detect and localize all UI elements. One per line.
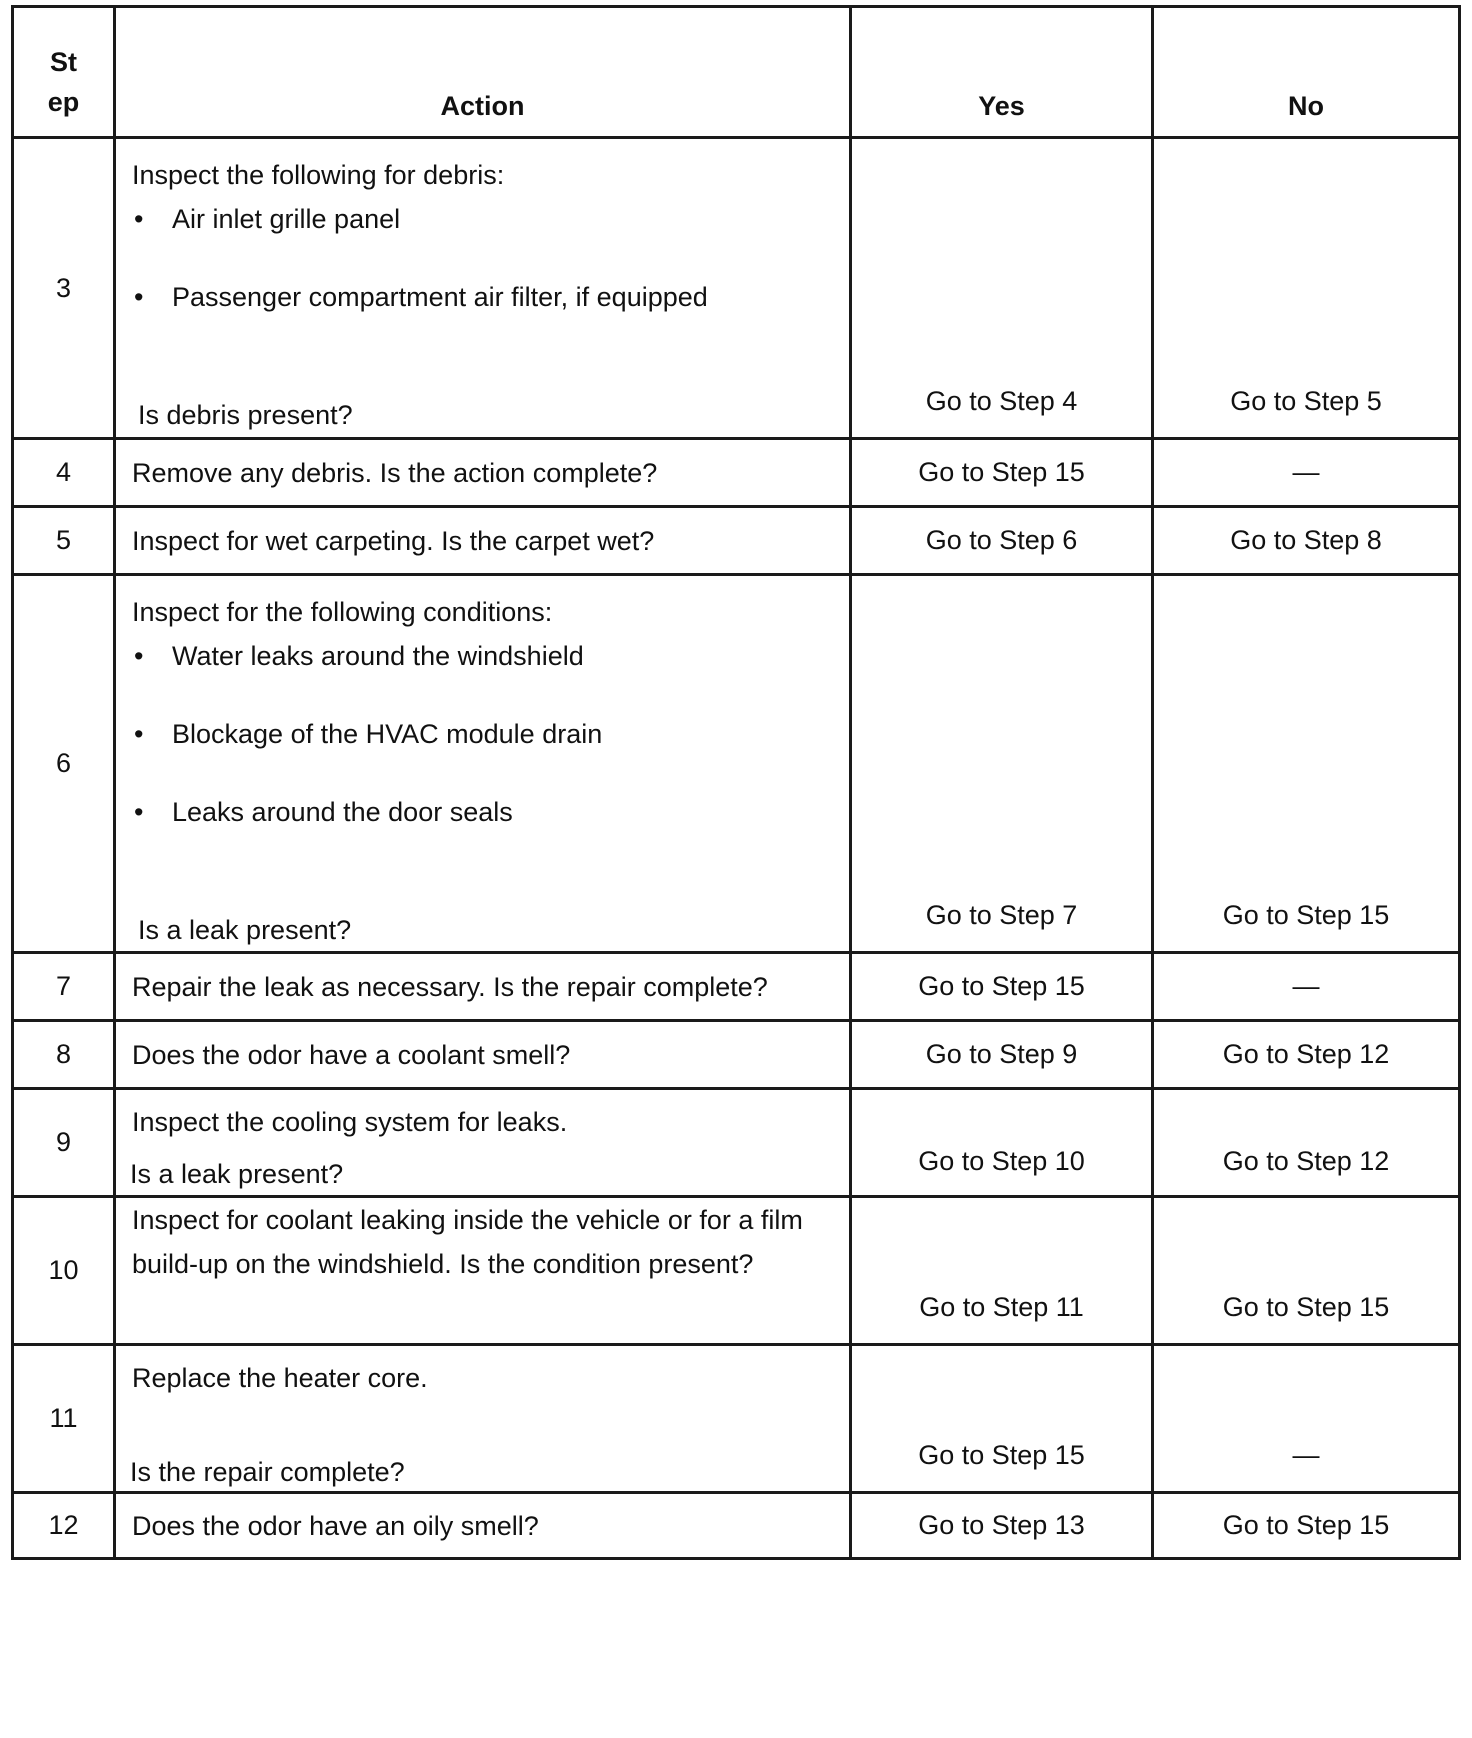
- no-cell: Go to Step 15: [1153, 1197, 1460, 1345]
- header-row: [13, 7, 1460, 138]
- list-item: • Water leaks around the windshield: [134, 641, 584, 671]
- action-question: Is a leak present?: [138, 915, 352, 945]
- table-row: [13, 1021, 1460, 1089]
- action-cell: Inspect for coolant leaking inside the vehicle or for a film build-up on the windshield. Is the condition present?: [115, 1197, 851, 1345]
- action-cell: Inspect for wet carpeting. Is the carpet wet?: [115, 507, 851, 575]
- yes-cell: Go to Step 6: [851, 507, 1153, 575]
- yes-cell: Go to Step 15: [851, 953, 1153, 1021]
- yes-cell: Go to Step 13: [851, 1493, 1153, 1559]
- header-step-line2: ep: [47, 87, 80, 117]
- action-intro: Inspect the following for debris:: [132, 160, 505, 190]
- no-cell: Go to Step 15: [1153, 575, 1460, 953]
- list-item: • Leaks around the door seals: [134, 797, 513, 827]
- list-item: • Blockage of the HVAC module drain: [134, 719, 603, 749]
- no-cell: —: [1153, 439, 1460, 507]
- step-number: 8: [13, 1021, 115, 1089]
- no-cell: Go to Step 15: [1153, 1493, 1460, 1559]
- yes-cell: Go to Step 11: [851, 1197, 1153, 1345]
- header-step: [13, 7, 115, 138]
- action-cell: Remove any debris. Is the action complete?: [115, 439, 851, 507]
- step-number: 10: [13, 1197, 115, 1345]
- table-row: [13, 439, 1460, 507]
- yes-cell: Go to Step 15: [851, 1345, 1153, 1493]
- no-cell: Go to Step 8: [1153, 507, 1460, 575]
- header-yes: Yes: [851, 7, 1153, 138]
- diagnostic-table: [11, 5, 1461, 1560]
- action-cell: [115, 575, 851, 953]
- table-row: [13, 138, 1460, 439]
- table-row: [13, 953, 1460, 1021]
- bullet-icon: •: [134, 282, 144, 312]
- table-row: [13, 1493, 1460, 1559]
- step-number: 5: [13, 507, 115, 575]
- header-step-line1: St: [50, 47, 77, 77]
- step-number: 9: [13, 1089, 115, 1197]
- no-cell: —: [1153, 1345, 1460, 1493]
- action-cell: [115, 138, 851, 439]
- table-row: [13, 575, 1460, 953]
- yes-cell: Go to Step 4: [851, 138, 1153, 439]
- step-number: 7: [13, 953, 115, 1021]
- list-item: • Air inlet grille panel: [134, 204, 401, 234]
- no-cell: Go to Step 12: [1153, 1021, 1460, 1089]
- action-question: Is the repair complete?: [130, 1457, 405, 1487]
- no-cell: —: [1153, 953, 1460, 1021]
- bullet-icon: •: [134, 797, 144, 827]
- step-number: 6: [13, 575, 115, 953]
- list-item: • Passenger compartment air filter, if equipped: [134, 282, 708, 312]
- no-cell: Go to Step 12: [1153, 1089, 1460, 1197]
- action-intro: Inspect for the following conditions:: [132, 597, 553, 627]
- table-row: [13, 1197, 1460, 1345]
- action-question: Is debris present?: [138, 400, 353, 430]
- action-intro: Inspect the cooling system for leaks.: [132, 1107, 568, 1137]
- action-intro: Replace the heater core.: [132, 1363, 428, 1393]
- yes-cell: Go to Step 10: [851, 1089, 1153, 1197]
- action-cell: [115, 1345, 851, 1493]
- action-cell: Does the odor have an oily smell?: [115, 1493, 851, 1559]
- step-number: 11: [13, 1345, 115, 1493]
- table-row: [13, 507, 1460, 575]
- yes-cell: Go to Step 7: [851, 575, 1153, 953]
- no-cell: Go to Step 5: [1153, 138, 1460, 439]
- table-row: [13, 1089, 1460, 1197]
- bullet-icon: •: [134, 719, 144, 749]
- yes-cell: Go to Step 9: [851, 1021, 1153, 1089]
- action-cell: Does the odor have a coolant smell?: [115, 1021, 851, 1089]
- step-number: 3: [13, 138, 115, 439]
- header-action: Action: [115, 7, 851, 138]
- header-no: No: [1153, 7, 1460, 138]
- step-number: 12: [13, 1493, 115, 1559]
- bullet-icon: •: [134, 204, 144, 234]
- step-number: 4: [13, 439, 115, 507]
- action-cell: Repair the leak as necessary. Is the repair complete?: [115, 953, 851, 1021]
- yes-cell: Go to Step 15: [851, 439, 1153, 507]
- action-cell: [115, 1089, 851, 1197]
- bullet-icon: •: [134, 641, 144, 671]
- table-row: [13, 1345, 1460, 1493]
- action-question: Is a leak present?: [130, 1159, 344, 1189]
